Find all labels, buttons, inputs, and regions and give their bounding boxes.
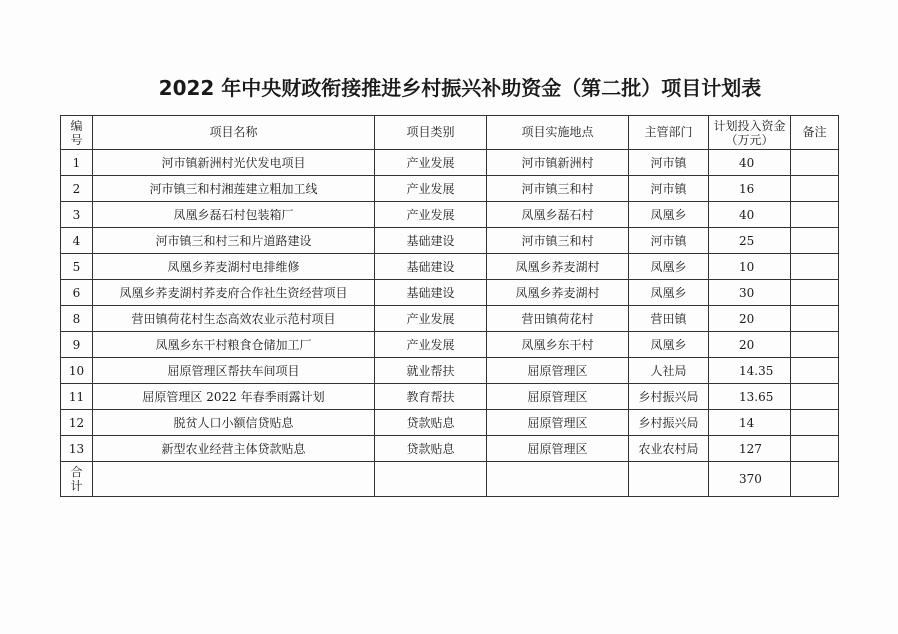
- cell-location: 屈原管理区: [487, 384, 629, 410]
- cell-remark: [791, 436, 839, 462]
- cell-remark: [791, 176, 839, 202]
- cell-category: 贷款贴息: [375, 436, 487, 462]
- cell-remark: [791, 202, 839, 228]
- cell-amount: 30: [709, 280, 791, 306]
- table-row: [61, 176, 839, 202]
- cell-dept: 河市镇: [629, 228, 709, 254]
- cell-no: 12: [61, 410, 93, 436]
- cell-name: 河市镇三和村三和片道路建设: [93, 228, 375, 254]
- cell-category: 产业发展: [375, 306, 487, 332]
- cell-dept: 河市镇: [629, 176, 709, 202]
- cell-total-location: [487, 462, 629, 497]
- cell-remark: [791, 332, 839, 358]
- cell-name: 凤凰乡东干村粮食仓储加工厂: [93, 332, 375, 358]
- cell-dept: 凤凰乡: [629, 202, 709, 228]
- header-dept: 主管部门: [629, 116, 709, 150]
- cell-category: 基础建设: [375, 228, 487, 254]
- cell-no: 5: [61, 254, 93, 280]
- header-no: 编 号: [61, 116, 93, 150]
- cell-remark: [791, 228, 839, 254]
- cell-name: 凤凰乡荞麦湖村电排维修: [93, 254, 375, 280]
- cell-name: 屈原管理区 2022 年春季雨露计划: [93, 384, 375, 410]
- project-plan-table: [60, 115, 839, 497]
- cell-no: 9: [61, 332, 93, 358]
- cell-no: 4: [61, 228, 93, 254]
- cell-no: 10: [61, 358, 93, 384]
- cell-amount: 10: [709, 254, 791, 280]
- cell-dept: 乡村振兴局: [629, 384, 709, 410]
- cell-dept: 凤凰乡: [629, 332, 709, 358]
- table-row: [61, 358, 839, 384]
- cell-location: 屈原管理区: [487, 410, 629, 436]
- cell-location: 屈原管理区: [487, 358, 629, 384]
- cell-remark: [791, 254, 839, 280]
- table-header-row: [61, 116, 839, 150]
- cell-category: 产业发展: [375, 332, 487, 358]
- cell-total-label: 合 计: [61, 462, 93, 497]
- cell-amount: 13.65: [709, 384, 791, 410]
- cell-total-remark: [791, 462, 839, 497]
- cell-remark: [791, 306, 839, 332]
- cell-no: 11: [61, 384, 93, 410]
- cell-no: 3: [61, 202, 93, 228]
- cell-total-name: [93, 462, 375, 497]
- cell-total-category: [375, 462, 487, 497]
- cell-name: 脱贫人口小额信贷贴息: [93, 410, 375, 436]
- cell-amount: 25: [709, 228, 791, 254]
- cell-remark: [791, 358, 839, 384]
- cell-remark: [791, 384, 839, 410]
- total-row: [61, 462, 839, 497]
- cell-location: 凤凰乡荞麦湖村: [487, 254, 629, 280]
- cell-total-amount: 370: [709, 462, 791, 497]
- cell-amount: 40: [709, 202, 791, 228]
- cell-no: 6: [61, 280, 93, 306]
- cell-remark: [791, 150, 839, 176]
- cell-location: 凤凰乡荞麦湖村: [487, 280, 629, 306]
- cell-location: 河市镇三和村: [487, 176, 629, 202]
- document-title: 2022 年中央财政衔接推进乡村振兴补助资金（第二批）项目计划表: [158, 76, 762, 100]
- cell-name: 河市镇三和村湘莲建立粗加工线: [93, 176, 375, 202]
- cell-dept: 农业农村局: [629, 436, 709, 462]
- header-location: 项目实施地点: [487, 116, 629, 150]
- cell-category: 就业帮扶: [375, 358, 487, 384]
- table-row: [61, 332, 839, 358]
- cell-category: 基础建设: [375, 254, 487, 280]
- cell-remark: [791, 410, 839, 436]
- cell-dept: 人社局: [629, 358, 709, 384]
- cell-amount: 14: [709, 410, 791, 436]
- cell-category: 贷款贴息: [375, 410, 487, 436]
- table-row: [61, 410, 839, 436]
- cell-category: 教育帮扶: [375, 384, 487, 410]
- table-row: [61, 306, 839, 332]
- cell-dept: 乡村振兴局: [629, 410, 709, 436]
- cell-location: 凤凰乡磊石村: [487, 202, 629, 228]
- cell-amount: 14.35: [709, 358, 791, 384]
- cell-dept: 凤凰乡: [629, 280, 709, 306]
- table-row: [61, 436, 839, 462]
- cell-amount: 20: [709, 332, 791, 358]
- table-row: [61, 202, 839, 228]
- cell-location: 营田镇荷花村: [487, 306, 629, 332]
- cell-dept: 凤凰乡: [629, 254, 709, 280]
- header-remark: 备注: [791, 116, 839, 150]
- cell-location: 凤凰乡东干村: [487, 332, 629, 358]
- cell-amount: 20: [709, 306, 791, 332]
- table-row: [61, 384, 839, 410]
- cell-name: 营田镇荷花村生态高效农业示范村项目: [93, 306, 375, 332]
- cell-name: 屈原管理区帮扶车间项目: [93, 358, 375, 384]
- cell-category: 产业发展: [375, 176, 487, 202]
- cell-category: 基础建设: [375, 280, 487, 306]
- cell-amount: 16: [709, 176, 791, 202]
- cell-dept: 河市镇: [629, 150, 709, 176]
- cell-location: 河市镇新洲村: [487, 150, 629, 176]
- cell-name: 新型农业经营主体贷款贴息: [93, 436, 375, 462]
- cell-amount: 127: [709, 436, 791, 462]
- header-category: 项目类别: [375, 116, 487, 150]
- cell-location: 屈原管理区: [487, 436, 629, 462]
- cell-no: 8: [61, 306, 93, 332]
- cell-category: 产业发展: [375, 150, 487, 176]
- table-row: [61, 228, 839, 254]
- cell-remark: [791, 280, 839, 306]
- cell-name: 凤凰乡荞麦湖村荞麦府合作社生资经营项目: [93, 280, 375, 306]
- cell-dept: 营田镇: [629, 306, 709, 332]
- cell-category: 产业发展: [375, 202, 487, 228]
- cell-total-dept: [629, 462, 709, 497]
- cell-name: 凤凰乡磊石村包装箱厂: [93, 202, 375, 228]
- cell-no: 1: [61, 150, 93, 176]
- table-row: [61, 280, 839, 306]
- cell-no: 13: [61, 436, 93, 462]
- cell-amount: 40: [709, 150, 791, 176]
- table-row: [61, 150, 839, 176]
- table-row: [61, 254, 839, 280]
- cell-no: 2: [61, 176, 93, 202]
- header-amount: 计划投入资金 （万元）: [709, 116, 791, 150]
- cell-name: 河市镇新洲村光伏发电项目: [93, 150, 375, 176]
- header-name: 项目名称: [93, 116, 375, 150]
- cell-location: 河市镇三和村: [487, 228, 629, 254]
